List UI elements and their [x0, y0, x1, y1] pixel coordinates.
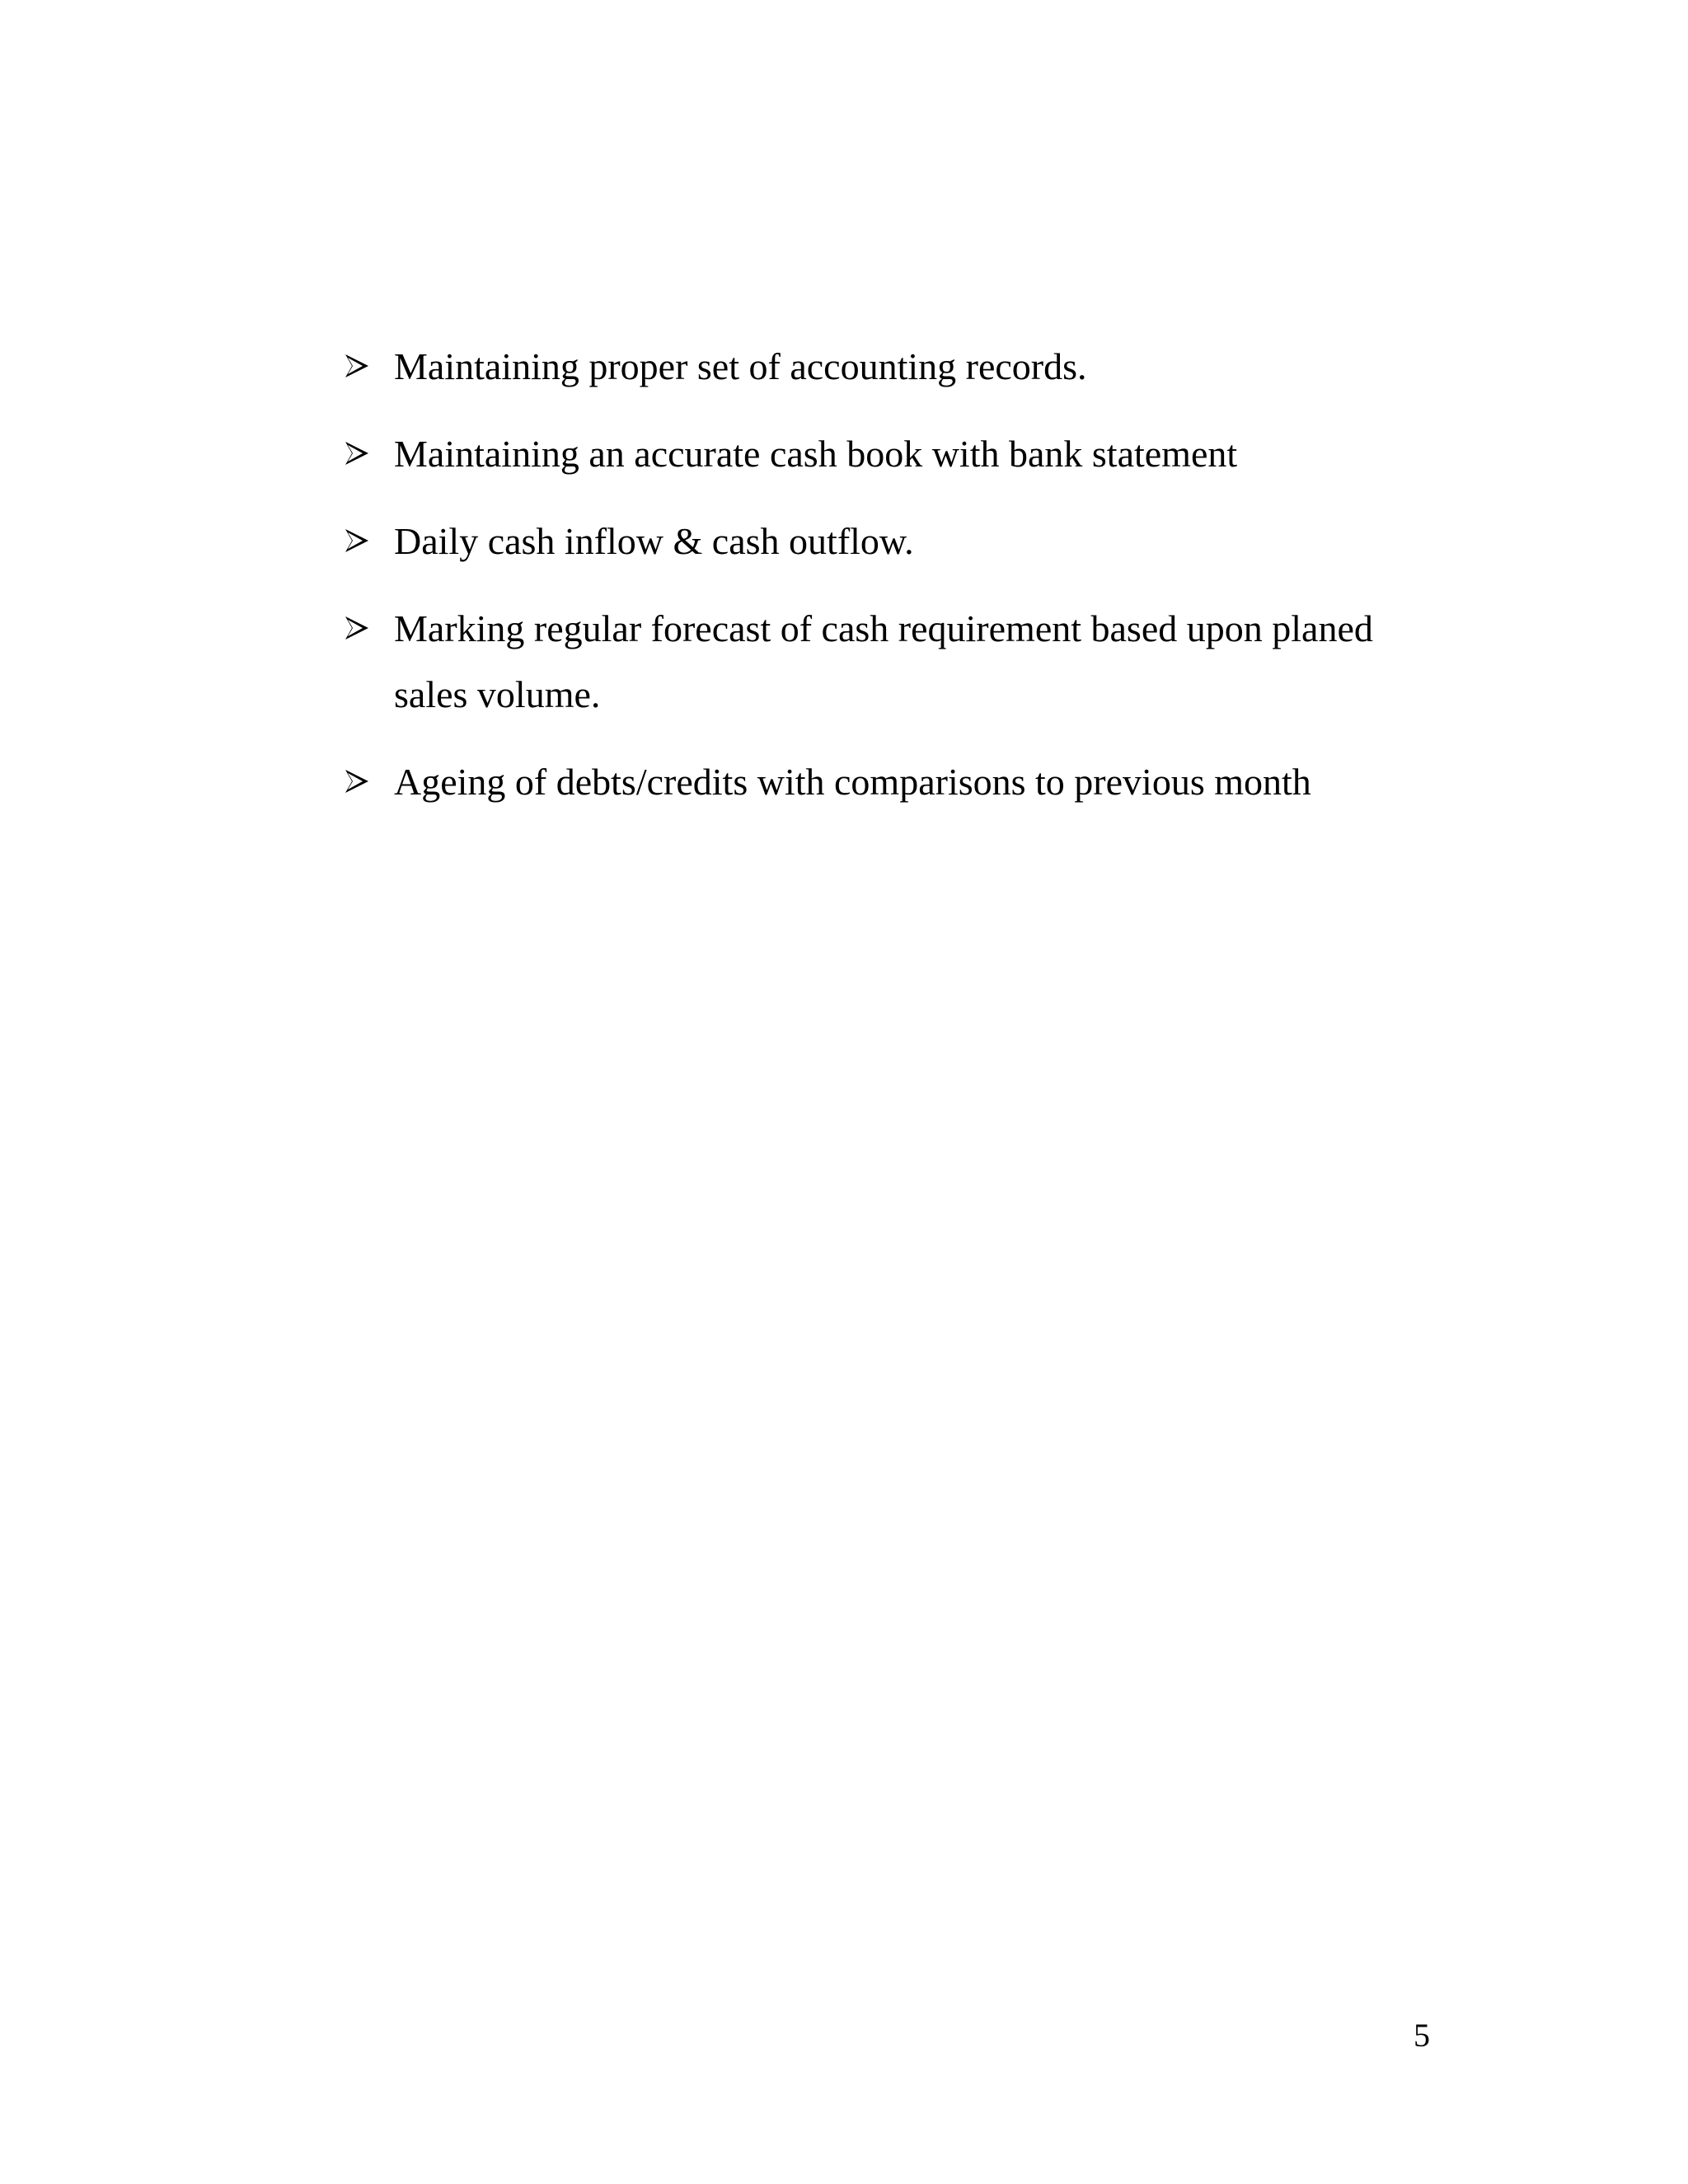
arrowhead-bullet-icon: [345, 769, 369, 794]
arrowhead-bullet-icon: [345, 616, 369, 640]
arrowhead-bullet-icon: [345, 354, 369, 378]
list-item: [345, 334, 1441, 400]
list-item: [345, 596, 1441, 728]
list-item-text: Marking regular forecast of cash requirement based upon planed sales volume.: [394, 607, 1373, 715]
list-item-text: Maintaining an accurate cash book with bank statement: [394, 433, 1238, 475]
list-item: [345, 421, 1441, 487]
list-item-text: Maintaining proper set of accounting records.: [394, 345, 1087, 387]
page-number: 5: [1414, 2017, 1430, 2054]
list-item-text: Daily cash inflow & cash outflow.: [394, 520, 914, 562]
bullet-list: [345, 334, 1441, 837]
list-item: [345, 749, 1441, 815]
list-item: [345, 509, 1441, 574]
arrowhead-bullet-icon: [345, 441, 369, 466]
list-item-text: Ageing of debts/credits with comparisons to previous month: [394, 761, 1311, 803]
arrowhead-bullet-icon: [345, 528, 369, 553]
